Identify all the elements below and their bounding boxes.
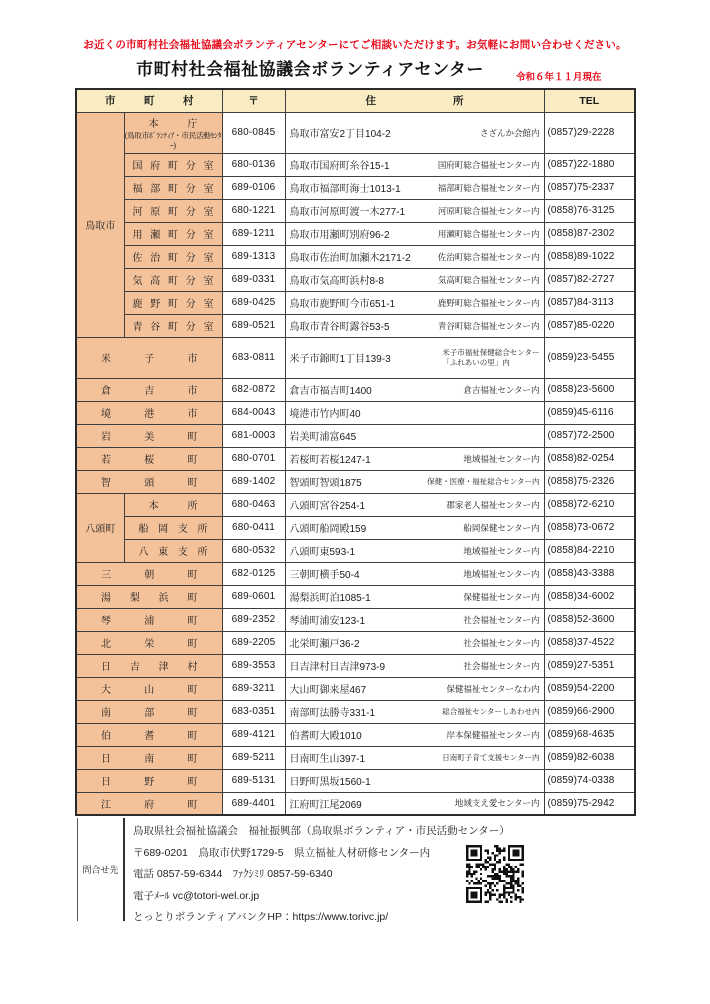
postal-cell: 689-0331 (222, 268, 285, 291)
address-text: 鳥取市青谷町露谷53-5 (289, 322, 390, 333)
tel-cell: (0859)68-4635 (544, 723, 635, 746)
facility-text: 日南町子育て支援センター内 (442, 753, 540, 762)
municipality-name: 南部町 (101, 708, 198, 719)
tel-cell: (0858)34-6002 (544, 585, 635, 608)
municipality-cell (76, 746, 222, 769)
address-text: 鳥取市鹿野町今市651-1 (289, 299, 396, 310)
header-postal: 〒 (222, 89, 285, 112)
facility-text: 福部町総合福祉センター内 (437, 182, 540, 193)
facility-text: 社会福祉センター内 (463, 660, 540, 671)
branch-cell (124, 291, 222, 314)
table-row (76, 562, 635, 585)
tel-cell: (0859)82-6038 (544, 746, 635, 769)
tel-cell: (0859)54-2200 (544, 677, 635, 700)
municipality-cell (76, 424, 222, 447)
municipality-name: 日南町 (101, 754, 198, 765)
table-row (76, 516, 635, 539)
address-cell (285, 176, 544, 199)
table-row (76, 654, 635, 677)
postal-cell: 689-2205 (222, 631, 285, 654)
address-cell (285, 424, 544, 447)
tel-cell: (0858)37-4522 (544, 631, 635, 654)
municipality-cell (76, 631, 222, 654)
municipality-name: 大山町 (101, 685, 198, 696)
facility-text: 佐治町総合福祉センター内 (437, 251, 540, 262)
municipality-cell (76, 447, 222, 470)
contact-label: 問合せ先 (77, 818, 125, 921)
municipality-cell (76, 378, 222, 401)
branch-cell (124, 112, 222, 153)
facility-text: 保健・医療・福祉総合センター内 (427, 477, 540, 486)
address-text: 日野町黒坂1560-1 (289, 777, 371, 788)
table-row (76, 493, 635, 516)
table-row (76, 401, 635, 424)
facility-text: 保健福祉センター内 (463, 591, 540, 602)
address-text: 鳥取市国府町糸谷15-1 (289, 161, 390, 172)
address-text: 三朝町横手50-4 (289, 570, 360, 581)
postal-cell: 681-0003 (222, 424, 285, 447)
table-header-row (76, 89, 635, 112)
table-row (76, 222, 635, 245)
facility-text: 岸本保健福祉センター内 (446, 729, 540, 740)
table-row (76, 245, 635, 268)
municipality-cell (76, 654, 222, 677)
postal-cell: 680-0701 (222, 447, 285, 470)
postal-cell: 682-0125 (222, 562, 285, 585)
table-row (76, 677, 635, 700)
tel-cell: (0857)29-2228 (544, 112, 635, 153)
header-address: 住所 (285, 89, 544, 112)
municipality-name: 琴浦町 (101, 616, 198, 627)
address-text: 境港市竹内町40 (289, 409, 361, 420)
municipality-name: 北栄町 (101, 639, 198, 650)
postal-cell: 689-1211 (222, 222, 285, 245)
address-text: 南部町法勝寺331-1 (289, 708, 376, 719)
branch-cell (124, 153, 222, 176)
branch-name: 気高町分室 (132, 276, 214, 287)
branch-name: 国府町分室 (132, 161, 214, 172)
tel-cell: (0858)43-3388 (544, 562, 635, 585)
table-row (76, 337, 635, 378)
address-cell (285, 314, 544, 337)
facility-text: さざんか会館内 (479, 127, 540, 138)
address-cell (285, 562, 544, 585)
branch-name: 船岡支所 (138, 524, 208, 535)
postal-cell: 680-0411 (222, 516, 285, 539)
postal-cell: 680-1221 (222, 199, 285, 222)
municipality-cell (76, 769, 222, 792)
address-text: 米子市錦町1丁目139-3 (289, 354, 391, 365)
municipality-name: 岩美町 (101, 432, 198, 443)
municipality-cell (76, 470, 222, 493)
postal-cell: 689-1313 (222, 245, 285, 268)
tel-cell: (0859)23-5455 (544, 337, 635, 378)
municipality-name: 米子市 (101, 354, 198, 365)
tel-cell: (0859)27-5351 (544, 654, 635, 677)
postal-cell: 689-0601 (222, 585, 285, 608)
address-text: 鳥取市佐治町加瀬木2171-2 (289, 253, 411, 264)
municipality-cell (76, 401, 222, 424)
table-row (76, 314, 635, 337)
postal-cell: 689-3553 (222, 654, 285, 677)
tel-cell: (0858)73-0672 (544, 516, 635, 539)
municipality-name: 境港市 (101, 409, 198, 420)
facility-text: 地域福祉センター内 (463, 545, 540, 556)
postal-cell: 689-2352 (222, 608, 285, 631)
municipality-name: 江府町 (101, 799, 198, 811)
facility-text: 船岡保健センター内 (463, 522, 540, 533)
contact-email: 電子ﾒｰﾙ vc@totori-wel.or.jp (133, 889, 260, 902)
address-cell (285, 268, 544, 291)
tel-cell: (0858)89-1022 (544, 245, 635, 268)
address-text: 智頭町智頭1875 (289, 478, 362, 489)
postal-cell: 689-5211 (222, 746, 285, 769)
address-cell (285, 723, 544, 746)
address-text: 北栄町瀬戸36-2 (289, 639, 360, 650)
facility-text: 倉吉福祉センター内 (463, 384, 540, 395)
address-cell (285, 608, 544, 631)
table-row (76, 608, 635, 631)
tel-cell: (0859)75-2942 (544, 792, 635, 815)
postal-cell: 689-3211 (222, 677, 285, 700)
address-text: 鳥取市富安2丁目104-2 (289, 129, 391, 140)
tel-cell: (0858)76-3125 (544, 199, 635, 222)
branch-cell (124, 245, 222, 268)
table-row (76, 112, 635, 153)
tel-cell: (0859)74-0338 (544, 769, 635, 792)
facility-text: 気高町総合福祉センター内 (437, 274, 540, 285)
as-of-date: 令和６年１１月現在 (516, 72, 602, 83)
facility-text: 郡家老人福祉センター内 (446, 499, 540, 510)
address-cell (285, 677, 544, 700)
address-text: 八頭町船岡殿159 (289, 524, 367, 535)
top-notice: お近くの市町村社会福祉協議会ボランティアセンターにてご相談いただけます。お気軽にお問い合わせください。 (83, 39, 627, 51)
address-text: 日吉津村日吉津973-9 (289, 662, 386, 673)
address-text: 若桜町若桜1247-1 (289, 455, 371, 466)
postal-cell: 689-4121 (222, 723, 285, 746)
address-cell (285, 769, 544, 792)
municipality-cell (76, 723, 222, 746)
municipality-cell: 八頭町 (76, 493, 124, 562)
branch-name: 本所 (148, 501, 198, 512)
facility-text: 地域福祉センター内 (463, 453, 540, 464)
table-row (76, 424, 635, 447)
address-text: 琴浦町浦安123-1 (289, 616, 366, 627)
facility-text: 用瀬町総合福祉センター内 (437, 228, 540, 239)
contact-address: 〒689-0201 鳥取市伏野1729-5 県立福祉人材研修センター内 (133, 846, 431, 859)
tel-cell: (0857)75-2337 (544, 176, 635, 199)
table-row (76, 700, 635, 723)
postal-cell: 680-0845 (222, 112, 285, 153)
table-row (76, 447, 635, 470)
table-row (76, 631, 635, 654)
table-row (76, 153, 635, 176)
municipality-cell (76, 700, 222, 723)
municipality-name: 倉吉市 (101, 386, 198, 397)
municipality-name: 智頭町 (101, 478, 198, 489)
address-cell (285, 470, 544, 493)
municipality-name: 三朝町 (101, 570, 198, 581)
address-text: 大山町御来屋467 (289, 685, 367, 696)
table-row (76, 746, 635, 769)
facility-text: 社会福祉センター内 (463, 614, 540, 625)
address-cell (285, 153, 544, 176)
facility-text: 河原町総合福祉センター内 (437, 205, 540, 216)
municipality-cell (76, 677, 222, 700)
branch-name: 佐治町分室 (132, 253, 214, 264)
address-cell (285, 516, 544, 539)
postal-cell: 684-0043 (222, 401, 285, 424)
table-row (76, 723, 635, 746)
address-text: 鳥取市気高町浜村8-8 (289, 276, 384, 287)
municipality-cell (76, 792, 222, 815)
address-cell (285, 654, 544, 677)
facility-text: 米子市福祉保健総合センター 「ふれあいの里」内 (442, 347, 540, 367)
branch-cell (124, 493, 222, 516)
branch-cell (124, 268, 222, 291)
page-title: 市町村社会福祉協議会ボランティアセンター (136, 60, 484, 79)
postal-cell: 689-0425 (222, 291, 285, 314)
branch-cell (124, 314, 222, 337)
branch-cell (124, 176, 222, 199)
branch-note: (鳥取市ﾎﾞﾗﾝﾃｨｱ・市民活動ｾﾝﾀｰ) (124, 131, 222, 150)
address-cell (285, 585, 544, 608)
address-cell (285, 792, 544, 815)
address-text: 鳥取市河原町渡一木277-1 (289, 207, 406, 218)
postal-cell: 680-0463 (222, 493, 285, 516)
tel-cell: (0858)75-2326 (544, 470, 635, 493)
tel-cell: (0857)72-2500 (544, 424, 635, 447)
tel-cell: (0858)72-6210 (544, 493, 635, 516)
tel-cell: (0857)22-1880 (544, 153, 635, 176)
address-cell (285, 746, 544, 769)
postal-cell: 680-0136 (222, 153, 285, 176)
address-text: 湯梨浜町泊1085-1 (289, 593, 371, 604)
address-cell (285, 291, 544, 314)
facility-text: 保健福祉センターなわ内 (446, 683, 540, 694)
facility-text: 青谷町総合福祉センター内 (437, 320, 540, 331)
address-cell (285, 493, 544, 516)
address-cell (285, 199, 544, 222)
facility-text: 総合福祉センターしあわせ内 (442, 707, 540, 716)
address-cell (285, 245, 544, 268)
table-row (76, 268, 635, 291)
address-text: 八頭町宮谷254-1 (289, 501, 366, 512)
address-text: 江府町江尾2069 (289, 799, 362, 811)
municipality-cell (76, 585, 222, 608)
municipality-cell: 鳥取市 (76, 112, 124, 337)
header-municipality: 市町村 (76, 89, 222, 112)
address-cell (285, 378, 544, 401)
postal-cell: 682-0872 (222, 378, 285, 401)
branch-name: 青谷町分室 (132, 322, 214, 333)
address-cell (285, 700, 544, 723)
tel-cell: (0858)23-5600 (544, 378, 635, 401)
branch-cell (124, 516, 222, 539)
postal-cell: 683-0351 (222, 700, 285, 723)
address-cell (285, 222, 544, 245)
table-row (76, 199, 635, 222)
contact-phone-fax: 電話 0857-59-6344 ﾌｧｸｼﾐﾘ 0857-59-6340 (133, 868, 333, 880)
branch-name: 福部町分室 (132, 184, 214, 195)
facility-text: 鹿野町総合福祉センター内 (437, 297, 540, 308)
postal-cell: 689-5131 (222, 769, 285, 792)
address-text: 鳥取市福部町海士1013-1 (289, 184, 401, 195)
table-row (76, 539, 635, 562)
postal-cell: 689-0521 (222, 314, 285, 337)
tel-cell: (0858)52-3600 (544, 608, 635, 631)
table-row (76, 769, 635, 792)
address-cell (285, 401, 544, 424)
tel-cell: (0857)82-2727 (544, 268, 635, 291)
address-cell (285, 337, 544, 378)
address-cell (285, 539, 544, 562)
table-row (76, 585, 635, 608)
postal-cell: 689-1402 (222, 470, 285, 493)
contact-homepage-url: とっとりボランティアバンクHP：https://www.torivc.jp/ (133, 911, 389, 923)
postal-cell: 683-0811 (222, 337, 285, 378)
tel-cell: (0858)84-2210 (544, 539, 635, 562)
municipality-cell (76, 337, 222, 378)
facility-text: 地域支え愛センター内 (454, 798, 540, 809)
volunteer-center-table (75, 88, 636, 816)
branch-name: 用瀬町分室 (132, 230, 214, 241)
branch-name: 鹿野町分室 (132, 299, 214, 310)
tel-cell: (0858)82-0254 (544, 447, 635, 470)
header-tel: TEL (544, 89, 635, 112)
branch-name: 本庁 (148, 119, 198, 131)
address-text: 八頭町東593-1 (289, 547, 356, 558)
tel-cell: (0859)66-2900 (544, 700, 635, 723)
address-text: 倉吉市福吉町1400 (289, 386, 372, 397)
table-row (76, 291, 635, 314)
branch-cell (124, 222, 222, 245)
qr-code-icon (466, 845, 524, 903)
tel-cell: (0858)87-2302 (544, 222, 635, 245)
table-row (76, 470, 635, 493)
table-row (76, 792, 635, 815)
branch-name: 八東支所 (138, 547, 208, 558)
address-cell (285, 112, 544, 153)
municipality-name: 湯梨浜町 (101, 593, 198, 604)
municipality-cell (76, 562, 222, 585)
facility-text: 地域福祉センター内 (463, 568, 540, 579)
tel-cell: (0859)45-6116 (544, 401, 635, 424)
branch-cell (124, 539, 222, 562)
postal-cell: 689-4401 (222, 792, 285, 815)
municipality-cell (76, 608, 222, 631)
postal-cell: 680-0532 (222, 539, 285, 562)
address-cell (285, 631, 544, 654)
municipality-name: 伯耆町 (101, 731, 198, 742)
branch-cell (124, 199, 222, 222)
postal-cell: 689-0106 (222, 176, 285, 199)
address-cell (285, 447, 544, 470)
contact-org: 鳥取県社会福祉協議会 福祉振興部（鳥取県ボランティア・市民活動センター） (133, 825, 510, 837)
address-text: 伯耆町大殿1010 (289, 731, 362, 742)
tel-cell: (0857)84-3113 (544, 291, 635, 314)
municipality-name: 日野町 (101, 777, 198, 788)
tel-cell: (0857)85-0220 (544, 314, 635, 337)
facility-text: 国府町総合福祉センター内 (437, 159, 540, 170)
address-text: 岩美町浦富645 (289, 432, 357, 443)
address-text: 鳥取市用瀬町別府96-2 (289, 230, 390, 241)
municipality-name: 日吉津村 (101, 662, 198, 673)
table-row (76, 378, 635, 401)
table-row (76, 176, 635, 199)
facility-text: 社会福祉センター内 (463, 637, 540, 648)
branch-name: 河原町分室 (132, 207, 214, 218)
address-text: 日南町生山397-1 (289, 754, 366, 765)
municipality-name: 若桜町 (101, 455, 198, 466)
